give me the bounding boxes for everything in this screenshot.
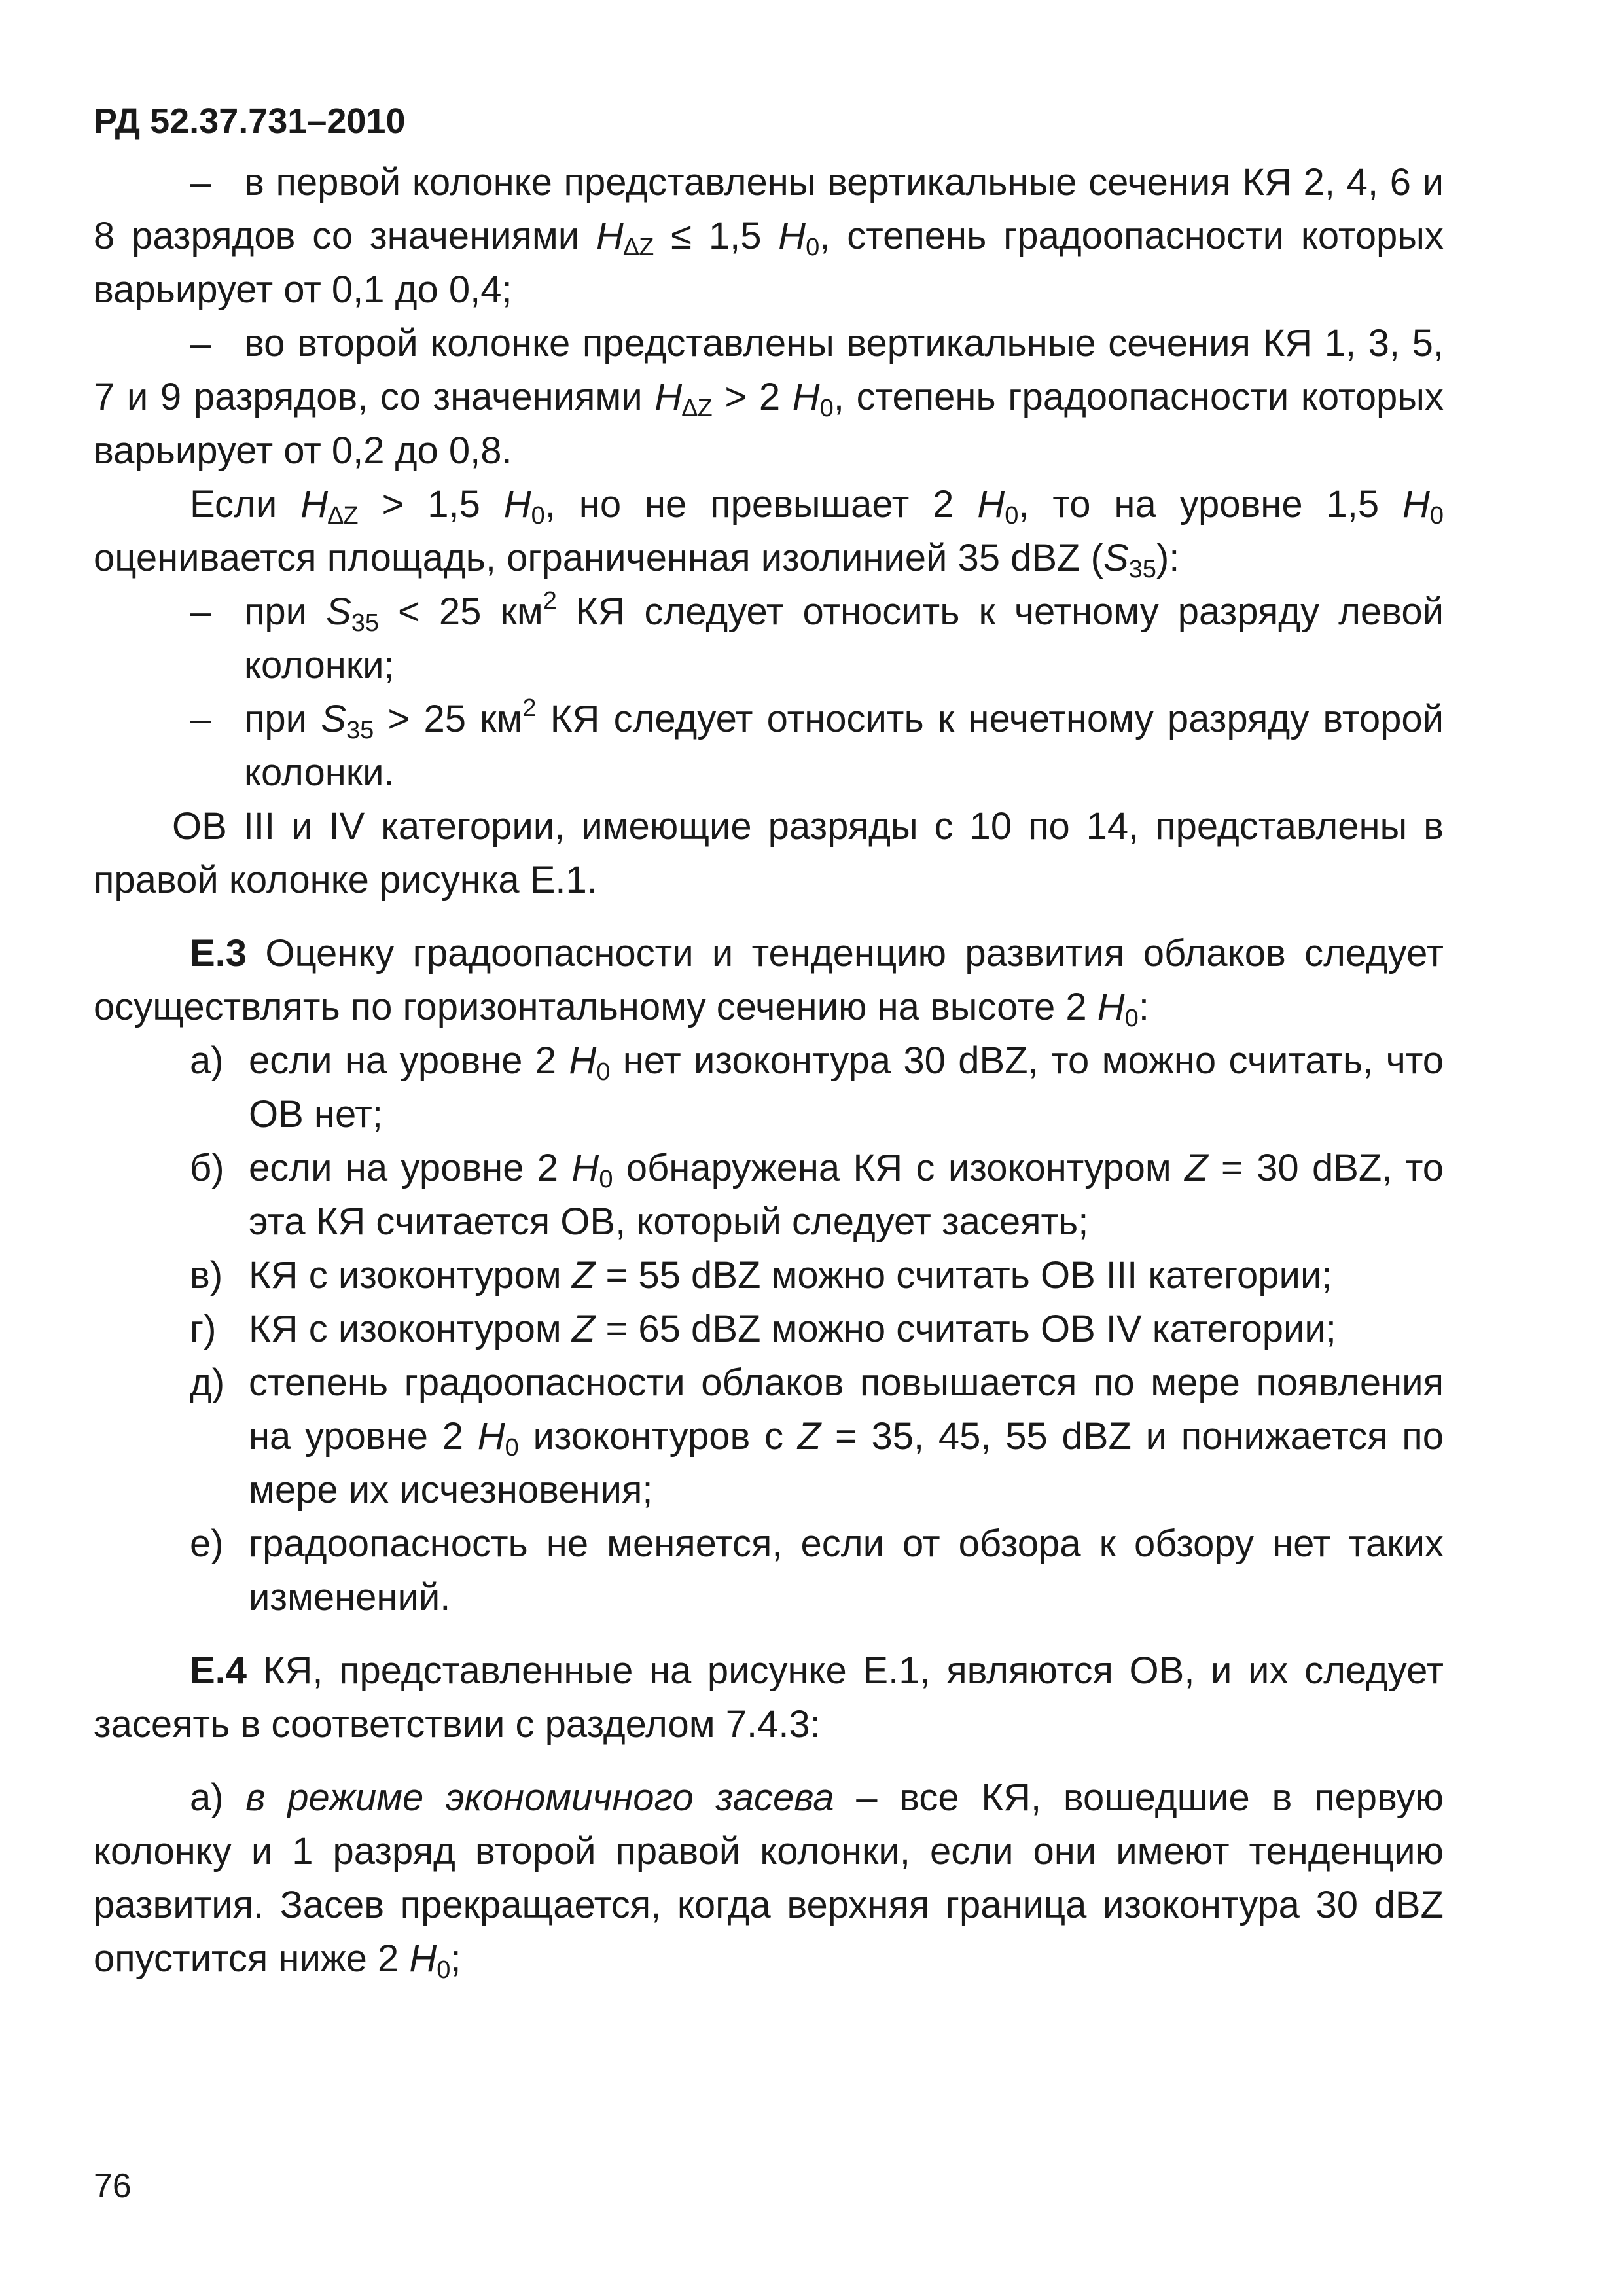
dash-mark: – xyxy=(190,322,211,365)
list-item-e: е) градоопасность не меняется, если от обзора к обзору нет таких изменений. xyxy=(190,1522,1444,1619)
dash-item-second-column: – во второй колонке представлены вертикальные сечения КЯ 1, 3, 5, 7 и 9 разрядов, со значениями $H_{\Delta Z} > 2$ $H_0$, степень градоопасности которых варьирует от 0,2 до 0,8. xyxy=(94,317,1444,478)
dash-item-s35-less: – при $S_{35} < 25$ $км^2$ КЯ следует относить к четному разряду левой колонки; xyxy=(94,585,1444,692)
section-e3: Е.3 Оценку градоопасности и тенденцию развития облаков следует осуществлять по горизонтальному сечению на высоте 2 $H_0$: xyxy=(94,932,1444,1032)
section-label: Е.3 xyxy=(190,932,247,975)
list-item-d: д) степень градоопасности облаков повышается по мере появления на уровне 2 $H_0$ изоконтуров с Z = 35, 45, 55 dBZ и понижается по мере их исчезновения; xyxy=(190,1361,1444,1511)
paragraph-if-condition: Если $H_{\Delta Z} > 1,5$ $H_0$, но не превышает 2 $H_0$, то на уровне 1,5 $H_0$ оценивается площадь, ограниченная изолинией 35 dBZ $(S_{35})$: xyxy=(94,483,1444,583)
section-e4-item-a: а) в режиме экономичного засева – все КЯ, вошедшие в первую колонку и 1 разряд второй правой колонки, если они имеют тенденцию развития. Засев прекращается, когда верхняя граница изоконтура 30 dBZ опустится ниже 2 $H_0$; xyxy=(94,1776,1444,1984)
document-body xyxy=(94,156,1444,1986)
page-number: 76 xyxy=(94,2167,132,2205)
section-label: Е.4 xyxy=(190,1649,247,1692)
list-item-v: в) КЯ с изоконтуром Z = 55 dBZ можно считать ОВ III категории; xyxy=(190,1254,1332,1297)
dash-mark: – xyxy=(190,590,211,633)
list-item-a: а) если на уровне 2 $H_0$ нет изоконтура 30 dBZ, то можно считать, что ОВ нет; xyxy=(190,1039,1444,1136)
list-item-g: г) КЯ с изоконтуром Z = 65 dBZ можно считать ОВ IV категории; xyxy=(190,1308,1336,1350)
paragraph-categories: ОВ III и IV категории, имеющие разряды с 10 по 14, представлены в правой колонке рисунка Е.1. xyxy=(94,805,1444,901)
document-id-header: РД 52.37.731–2010 xyxy=(94,101,406,141)
section-e4: Е.4 КЯ, представленные на рисунке Е.1, являются ОВ, и их следует засеять в соответствии с разделом 7.4.3: xyxy=(94,1649,1444,1746)
dash-item-first-column: – в первой колонке представлены вертикальные сечения КЯ 2, 4, 6 и 8 разрядов со значениями $H_{\Delta Z} \le 1,5$ $H_0$, степень градоопасности которых варьирует от 0,1 до 0,4; xyxy=(94,156,1444,317)
dash-item-s35-greater: – при $S_{35} > 25$ $км^2$ КЯ следует относить к нечетному разряду второй колонки. xyxy=(94,692,1444,800)
list-item-b: б) если на уровне 2 $H_0$ обнаружена КЯ с изоконтуром Z = 30 dBZ, то эта КЯ считается ОВ, который следует засеять; xyxy=(190,1147,1444,1243)
dash-mark: – xyxy=(190,698,211,740)
dash-mark: – xyxy=(190,161,211,204)
